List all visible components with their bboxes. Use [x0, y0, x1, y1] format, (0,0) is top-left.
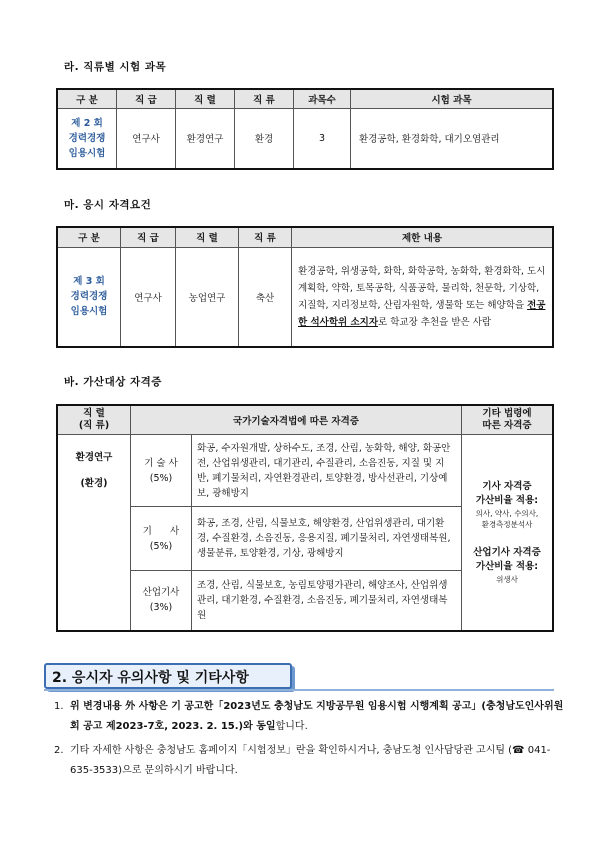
note-2 — [54, 741, 564, 781]
col-header: 직 렬 — [176, 227, 239, 247]
section-ma-title: 마. 응시 자격요건 — [64, 199, 152, 211]
col-header: 제한 내용 — [292, 227, 554, 247]
grade-cell: 연구사 — [117, 109, 176, 169]
series-cell: 농업연구 — [176, 247, 239, 347]
note-1 — [54, 697, 564, 737]
cert-list-cell: 조경, 산림, 식물보호, 농림토양평가관리, 해양조사, 산업위생관리, 대기환경, 수질환경, 소음진동, 폐기물처리, 자연생태복원 — [192, 571, 462, 631]
col-header-series: 직 렬 (직 류) — [57, 405, 131, 435]
sanup-rate-title: 산업기사 자격증 가산비율 적용: — [473, 546, 541, 572]
section-ra-title: 라. 직류별 시험 과목 — [64, 61, 167, 73]
col-header: 직 류 — [235, 89, 294, 109]
category-cell: 제 3 회 경력경쟁 임용시험 — [57, 247, 121, 347]
col-header: 직 류 — [239, 227, 292, 247]
restriction-text-end: 로 학교장 추천을 받은 사람 — [378, 316, 492, 328]
col-header-national: 국가기술자격법에 따른 자격증 — [131, 405, 462, 435]
restriction-text: 환경공학, 위생공학, 화학, 화학공학, 농화학, 환경화학, 도시계획학, 약학, 토목공학, 식품공학, 물리학, 천문학, 기상학, 지질학, 지리정보학, 산림자원학, 생물학 또는 해양학을 — [298, 265, 546, 311]
level-cell: 산업기사 (3%) — [131, 571, 192, 631]
note-1-text — [70, 697, 564, 737]
class-cell: 환경 — [235, 109, 294, 169]
cert-list-cell: 화공, 수자원개발, 상하수도, 조경, 산림, 농화학, 해양, 화공안전, 산업위생관리, 대기관리, 수질관리, 소음진동, 지질 및 지반, 폐기물처리, 자연환경관리, 토양환경, 방사선관리, 기상예보, 광해방지 — [192, 435, 462, 507]
sanup-rate-list: 위생사 — [496, 574, 518, 584]
level-cell: 기 사 (5%) — [131, 507, 192, 571]
level-cell: 기 술 사 (5%) — [131, 435, 192, 507]
col-header-other: 기타 법령에 따른 자격증 — [462, 405, 554, 435]
col-header: 직 급 — [117, 89, 176, 109]
col-header: 직 급 — [121, 227, 176, 247]
class-cell: 축산 — [239, 247, 292, 347]
series-value-cell: 환경연구 (환경) — [57, 435, 131, 631]
col-header: 시험 과목 — [351, 89, 554, 109]
gisa-rate-list: 의사, 약사, 수의사, 환경측정분석사 — [475, 508, 539, 529]
col-header: 직 렬 — [176, 89, 235, 109]
section2-heading: 2. 응시자 유의사항 및 기타사항 — [44, 663, 292, 689]
count-cell: 3 — [294, 109, 351, 169]
eligibility-table — [56, 226, 554, 348]
exam-subjects-table — [56, 88, 554, 170]
restriction-cell — [292, 247, 554, 347]
section-ba-title: 바. 가산대상 자격증 — [64, 376, 162, 388]
series-cell: 환경연구 — [176, 109, 235, 169]
restriction-emphasis: 전공한 석사학위 소지자 — [298, 299, 546, 328]
subjects-cell: 환경공학, 환경화학, 대기오염관리 — [351, 109, 554, 169]
note-2-number: 2. — [54, 745, 64, 756]
grade-cell: 연구사 — [121, 247, 176, 347]
note-1-end: 합니다. — [275, 721, 308, 732]
col-header: 과목수 — [294, 89, 351, 109]
note-1-number: 1. — [54, 701, 64, 712]
col-header: 구 분 — [57, 227, 121, 247]
cert-list-cell: 화공, 조경, 산림, 식물보호, 해양환경, 산업위생관리, 대기환경, 수질환경, 소음진동, 응용지질, 폐기물처리, 자연생태복원, 생물분류, 토양환경, 기상, 광해방지 — [192, 507, 462, 571]
note-1-bold: 위 변경내용 外 사항은 기 공고한「2023년도 충청남도 지방공무원 임용시험 시행계획 공고」(충청남도인사위원회 공고 제2023-7호, 2023. 2. 15.)와 동일 — [70, 701, 564, 732]
section2-underline — [44, 689, 554, 691]
note-2-text: 기타 자세한 사항은 충청남도 홈페이지「시험정보」란을 확인하시거나, 충남도청 인사담당관 고시팀 (☎ 041-635-3533)으로 문의하시기 바랍니다. — [70, 745, 551, 776]
other-cert-cell — [462, 435, 554, 631]
bonus-cert-table — [56, 404, 554, 632]
gisa-rate-title: 기사 자격증 가산비율 적용: — [475, 480, 539, 506]
col-header: 구 분 — [57, 89, 117, 109]
category-cell: 제 2 회 경력경쟁 임용시험 — [57, 109, 117, 169]
